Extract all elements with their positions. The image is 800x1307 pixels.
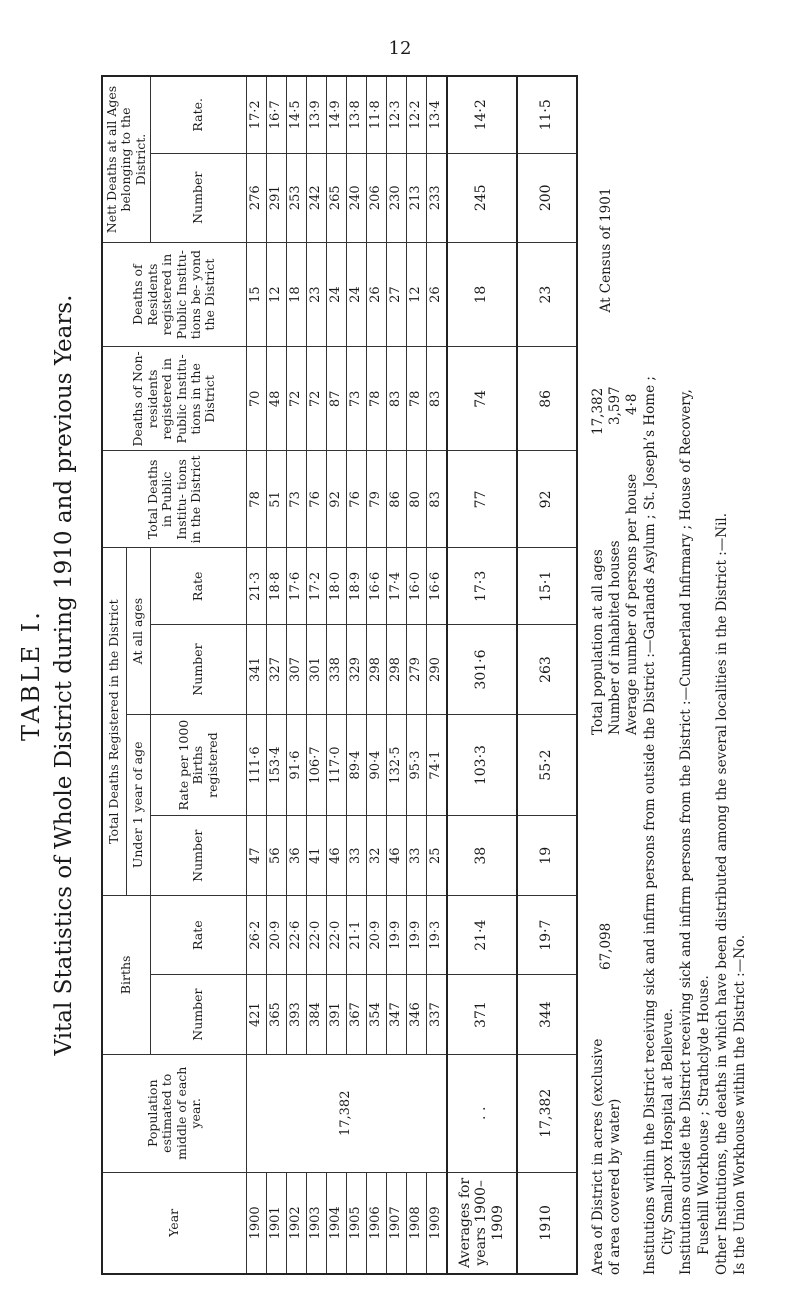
cell-births-number: 367 [346,975,366,1054]
cell-births-rate: 21·4 [447,895,517,974]
cell-all-rate: 21·3 [247,548,267,625]
cell-nett-number: 233 [426,153,446,242]
area-label: Area of District in acres (exclusive [590,1038,606,1275]
cell-res-beyond: 26 [426,242,446,346]
cell-year: 1904 [326,1172,346,1274]
cell-births-number: 391 [326,975,346,1054]
cell-births-rate: 26·2 [247,895,267,974]
header-total-deaths: Total Deaths Registered in the District [102,548,127,896]
averages-row [447,76,517,1274]
cell-nett-number: 276 [247,153,267,242]
table-title: TABLE I. [17,609,45,741]
table-row [247,76,267,1274]
cell-public: 51 [267,451,287,548]
notes-region [590,55,790,1295]
cell-u1-rate: 103·3 [447,714,517,816]
cell-nett-number: 291 [267,153,287,242]
header-year: Year [102,1172,247,1274]
cell-u1-number: 33 [406,816,426,895]
cell-year: 1908 [406,1172,426,1274]
cell-year: 1906 [366,1172,386,1274]
cell-res-beyond: 18 [447,242,517,346]
cell-year: 1910 [517,1172,577,1274]
cell-u1-rate: 90·4 [366,714,386,816]
cell-u1-number: 41 [306,816,326,895]
cell-u1-number: 38 [447,816,517,895]
cell-births-rate: 20·9 [267,895,287,974]
cell-non-res: 74 [447,347,517,451]
cell-nett-number: 265 [326,153,346,242]
cell-u1-rate: 89·4 [346,714,366,816]
cell-births-rate: 22·0 [306,895,326,974]
cell-births-number: 421 [247,975,267,1054]
cell-public: 83 [426,451,446,548]
cell-births-number: 354 [366,975,386,1054]
cell-u1-number: 33 [346,816,366,895]
cell-res-beyond: 23 [306,242,326,346]
cell-all-number: 338 [326,625,346,714]
cell-births-number: 346 [406,975,426,1054]
cell-births-rate: 22·0 [326,895,346,974]
area-value: 67,098 [598,922,614,970]
header-nett-rate: Rate. [151,76,247,153]
cell-u1-rate: 91·6 [287,714,307,816]
cell-u1-rate: 95·3 [406,714,426,816]
cell-all-number: 298 [386,625,406,714]
cell-births-rate: 19·9 [386,895,406,974]
cell-u1-number: 19 [517,816,577,895]
cell-u1-rate: 106·7 [306,714,326,816]
cell-year: 1909 [426,1172,446,1274]
cell-all-number: 307 [287,625,307,714]
institutions-within-2: City Small-pox Hospital at Bellevue. [660,1008,676,1255]
cell-nett-rate: 12·2 [406,76,426,153]
cell-u1-number: 46 [386,816,406,895]
cell-res-beyond: 26 [366,242,386,346]
census-label: At Census of 1901 [598,187,614,313]
cell-public: 79 [366,451,386,548]
cell-non-res: 70 [247,347,267,451]
cell-non-res: 72 [287,347,307,451]
header-all-ages: At all ages [127,548,151,714]
cell-res-beyond: 12 [406,242,426,346]
header-under-1: Under 1 year of age [127,714,151,895]
cell-u1-rate: 132·5 [386,714,406,816]
area-label-2: of area covered by water) [607,1098,623,1275]
cell-nett-rate: 14·2 [447,76,517,153]
cell-all-rate: 17·4 [386,548,406,625]
cell-all-number: 301 [306,625,326,714]
cell-population: . . [447,1054,517,1172]
cell-year: 1900 [247,1172,267,1274]
cell-all-number: 263 [517,625,577,714]
cell-births-rate: 19·7 [517,895,577,974]
vital-statistics-table [101,75,578,1275]
cell-public: 73 [287,451,307,548]
houses-value: 3,597 [607,386,623,425]
cell-public: 92 [326,451,346,548]
rotated-table-region [15,55,580,1295]
cell-all-number: 290 [426,625,446,714]
header-births: Births [102,895,151,1054]
cell-all-rate: 17·2 [306,548,326,625]
cell-nett-rate: 11·5 [517,76,577,153]
cell-all-number: 298 [366,625,386,714]
cell-year: 1907 [386,1172,406,1274]
cell-all-rate: 18·8 [267,548,287,625]
cell-all-rate: 16·0 [406,548,426,625]
cell-year: 1905 [346,1172,366,1274]
cell-all-rate: 16·6 [426,548,446,625]
union-workhouse: Is the Union Workhouse within the District :—No. [732,934,748,1275]
cell-nett-rate: 13·9 [306,76,326,153]
cell-nett-rate: 16·7 [267,76,287,153]
cell-public: 76 [306,451,326,548]
cell-non-res: 86 [517,347,577,451]
cell-nett-rate: 12·3 [386,76,406,153]
cell-all-rate: 16·6 [366,548,386,625]
cell-all-number: 341 [247,625,267,714]
cell-public: 86 [386,451,406,548]
cell-u1-number: 56 [267,816,287,895]
cell-births-rate: 19·9 [406,895,426,974]
cell-year: 1903 [306,1172,326,1274]
cell-non-res: 83 [386,347,406,451]
cell-res-beyond: 23 [517,242,577,346]
header-all-number: Number [151,625,247,714]
cell-non-res: 87 [326,347,346,451]
cell-year: 1902 [287,1172,307,1274]
header-under1-number: Number [151,816,247,895]
header-under1-rate: Rate per 1000 Births registered [151,714,247,816]
institutions-within: Institutions within the District receiving sick and infirm persons from outside the District :—Garlands Asylum ; St. Joseph’s Home ; [642,376,658,1275]
cell-nett-rate: 13·8 [346,76,366,153]
cell-u1-rate: 74·1 [426,714,446,816]
cell-non-res: 78 [406,347,426,451]
cell-res-beyond: 15 [247,242,267,346]
cell-res-beyond: 12 [267,242,287,346]
cell-births-number: 384 [306,975,326,1054]
header-public-institutions: Total Deaths in Public Institu- tions in the District [102,451,247,548]
cell-u1-number: 46 [326,816,346,895]
cell-u1-number: 32 [366,816,386,895]
persons-value: 4·8 [624,393,640,415]
cell-births-number: 365 [267,975,287,1054]
header-population: Population estimated to middle of each year. [102,1054,247,1172]
cell-res-beyond: 24 [326,242,346,346]
cell-births-number: 393 [287,975,307,1054]
cell-year: 1901 [267,1172,287,1274]
cell-nett-number: 242 [306,153,326,242]
header-births-rate: Rate [151,895,247,974]
header-nett-deaths: Nett Deaths at all Ages belonging to the District. [102,76,151,242]
institutions-outside-2: Fusehill Workhouse ; Strathclyde House. [696,975,712,1255]
houses-label: Number of inhabited houses [607,540,623,735]
cell-all-number: 301·6 [447,625,517,714]
cell-nett-number: 206 [366,153,386,242]
cell-all-rate: 15·1 [517,548,577,625]
header-nett-number: Number [151,153,247,242]
cell-nett-number: 230 [386,153,406,242]
cell-nett-rate: 14·5 [287,76,307,153]
cell-nett-number: 245 [447,153,517,242]
cell-births-number: 344 [517,975,577,1054]
cell-year: Averages for years 1900–1909 [447,1172,517,1274]
cell-population: 17,382 [517,1054,577,1172]
persons-label: Average number of persons per house [624,473,640,735]
cell-all-number: 327 [267,625,287,714]
cell-res-beyond: 27 [386,242,406,346]
cell-public: 92 [517,451,577,548]
cell-non-res: 72 [306,347,326,451]
other-institutions: Other Institutions, the deaths in which have been distributed among the several localities in the District :—Nil. [714,513,730,1275]
table-row-1910 [517,76,577,1274]
cell-res-beyond: 24 [346,242,366,346]
cell-non-res: 73 [346,347,366,451]
cell-non-res: 78 [366,347,386,451]
header-all-rate: Rate [151,548,247,625]
cell-u1-rate: 55·2 [517,714,577,816]
header-births-number: Number [151,975,247,1054]
cell-u1-number: 25 [426,816,446,895]
cell-res-beyond: 18 [287,242,307,346]
cell-all-rate: 18·9 [346,548,366,625]
cell-u1-rate: 153·4 [267,714,287,816]
cell-nett-number: 240 [346,153,366,242]
cell-u1-number: 47 [247,816,267,895]
cell-births-number: 371 [447,975,517,1054]
cell-non-res: 48 [267,347,287,451]
cell-public: 80 [406,451,426,548]
cell-nett-rate: 11·8 [366,76,386,153]
cell-nett-rate: 13·4 [426,76,446,153]
table-caption: Vital Statistics of Whole District during 1910 and previous Years. [51,294,77,1056]
cell-nett-number: 253 [287,153,307,242]
cell-all-number: 329 [346,625,366,714]
cell-public: 77 [447,451,517,548]
page-number: 12 [388,38,412,59]
cell-nett-rate: 17·2 [247,76,267,153]
cell-births-number: 337 [426,975,446,1054]
cell-all-rate: 17·6 [287,548,307,625]
header-residents-beyond: Deaths of Residents registered in Public Institu- tions be- yond the District [102,242,247,346]
cell-births-rate: 22·6 [287,895,307,974]
population-label: Total population at all ages [590,549,606,735]
header-non-residents: Deaths of Non- residents registered in Public Institu- tions in the District [102,347,247,451]
cell-public: 78 [247,451,267,548]
cell-all-rate: 18·0 [326,548,346,625]
cell-births-number: 347 [386,975,406,1054]
cell-public: 76 [346,451,366,548]
cell-births-rate: 19·3 [426,895,446,974]
cell-u1-rate: 117·0 [326,714,346,816]
population-value: 17,382 [590,387,606,435]
cell-births-rate: 21·1 [346,895,366,974]
cell-all-rate: 17·3 [447,548,517,625]
cell-u1-rate: 111·6 [247,714,267,816]
cell-u1-number: 36 [287,816,307,895]
cell-nett-number: 200 [517,153,577,242]
table-heading [15,55,90,1295]
cell-nett-number: 213 [406,153,426,242]
institutions-outside: Institutions outside the District receiving sick and infirm persons from the District :—Cumberland Infirmary ; House of Recovery, [678,389,694,1275]
cell-births-rate: 20·9 [366,895,386,974]
cell-population: 17,382 [247,1054,447,1172]
cell-non-res: 83 [426,347,446,451]
cell-nett-rate: 14·9 [326,76,346,153]
table-body [247,76,577,1274]
cell-all-number: 279 [406,625,426,714]
